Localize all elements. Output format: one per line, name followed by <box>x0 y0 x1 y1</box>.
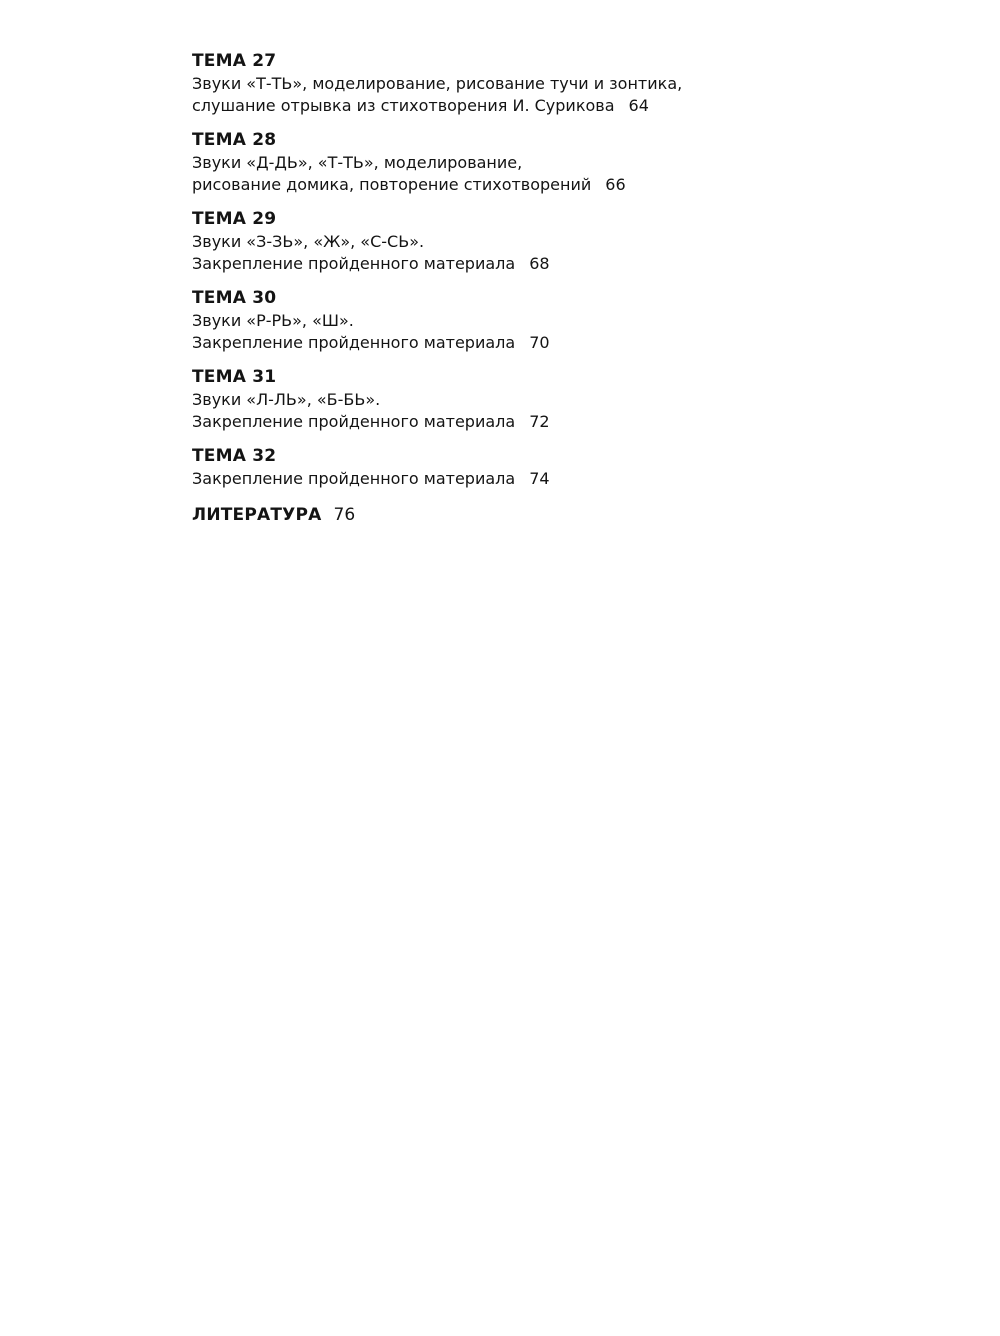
toc-entry-30 <box>192 287 892 354</box>
toc-entry-description-last <box>192 174 892 196</box>
toc-entry-description-last <box>192 468 892 490</box>
toc-page-number: 74 <box>529 469 550 488</box>
toc-entry-description: Звуки «Р-РЬ», «Ш». <box>192 311 354 330</box>
toc-entry-description: Звуки «Л-ЛЬ», «Б-БЬ». <box>192 390 381 409</box>
toc-entry-description-last <box>192 411 892 433</box>
toc-literature <box>192 504 892 527</box>
toc-entry-title: ТЕМА 30 <box>192 288 277 308</box>
toc-page-number: 70 <box>529 333 550 352</box>
toc-entry-28 <box>192 129 892 196</box>
toc-entry-description-text: Закрепление пройденного материала <box>192 469 516 488</box>
toc-page-number: 72 <box>529 412 550 431</box>
table-of-contents <box>192 50 892 527</box>
toc-entry-description-text: Закрепление пройденного материала <box>192 333 516 352</box>
toc-entry-31 <box>192 366 892 433</box>
toc-entry-title: ТЕМА 32 <box>192 446 277 466</box>
toc-entry-32 <box>192 445 892 490</box>
toc-entry-description-text: рисование домика, повторение стихотворений <box>192 175 592 194</box>
toc-entry-description: Звуки «Д-ДЬ», «Т-ТЬ», моделирование, <box>192 153 523 172</box>
toc-entry-description-last <box>192 95 892 117</box>
toc-entry-title: ТЕМА 31 <box>192 367 277 387</box>
literature-title: ЛИТЕРАТУРА <box>192 505 322 525</box>
toc-entry-title: ТЕМА 27 <box>192 51 277 71</box>
toc-entry-description: Звуки «Т-ТЬ», моделирование, рисование тучи и зонтика, <box>192 74 683 93</box>
toc-entry-29 <box>192 208 892 275</box>
toc-entry-27 <box>192 50 892 117</box>
toc-entry-description-last <box>192 253 892 275</box>
toc-page-number: 68 <box>529 254 550 273</box>
toc-page-number: 64 <box>628 96 649 115</box>
toc-entry-title: ТЕМА 29 <box>192 209 277 229</box>
literature-page-number: 76 <box>333 505 356 525</box>
toc-entry-description-text: Закрепление пройденного материала <box>192 412 516 431</box>
toc-entry-description-text: слушание отрывка из стихотворения И. Сурикова <box>192 96 615 115</box>
toc-entry-title: ТЕМА 28 <box>192 130 277 150</box>
toc-entry-description: Звуки «З-ЗЬ», «Ж», «С-СЬ». <box>192 232 425 251</box>
toc-entry-description-text: Закрепление пройденного материала <box>192 254 516 273</box>
toc-page-number: 66 <box>605 175 626 194</box>
toc-entry-description-last <box>192 332 892 354</box>
